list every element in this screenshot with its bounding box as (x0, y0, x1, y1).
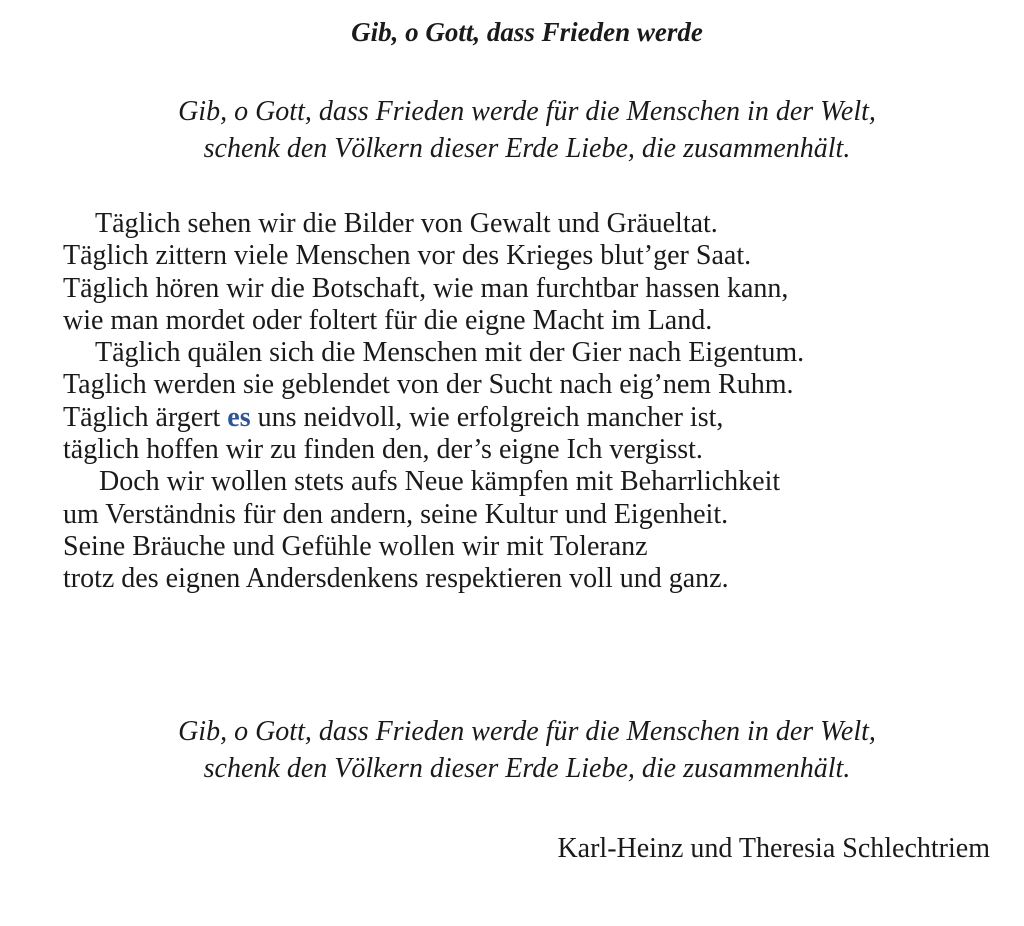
verse-line-11: Seine Bräuche und Gefühle wollen wir mit Toleranz (63, 530, 648, 562)
verse-line-8: täglich hoffen wir zu finden den, der’s eigne Ich vergisst. (63, 434, 703, 466)
verse-line-7-start: Täglich ärgert (63, 401, 228, 433)
author-signature: Karl-Heinz und Theresia Schlechtriem (557, 833, 990, 864)
verse-line-12: trotz des eignen Andersdenkens respektieren voll und ganz. (63, 563, 729, 595)
refrain-line-1: Gib, o Gott, dass Frieden werde für die Menschen in der Welt, (178, 96, 876, 127)
highlighted-word: es (227, 401, 251, 433)
verse-line-5: Täglich quälen sich die Menschen mit der Gier nach Eigentum. (95, 337, 805, 369)
refrain-bottom (0, 713, 1024, 787)
poem-title: Gib, o Gott, dass Frieden werde (351, 17, 703, 47)
verse-line-3: Täglich hören wir die Botschaft, wie man furchtbar hassen kann, (63, 272, 789, 304)
verse-line-6: Taglich werden sie geblendet von der Sucht nach eig’nem Ruhm. (63, 369, 794, 401)
refrain-line-1: Gib, o Gott, dass Frieden werde für die Menschen in der Welt, (178, 716, 876, 747)
verse-line-1: Täglich sehen wir die Bilder von Gewalt und Gräueltat. (95, 208, 718, 239)
refrain-top (0, 93, 1024, 167)
verse-line-10: um Verständnis für den andern, seine Kultur und Eigenheit. (63, 498, 729, 530)
refrain-line-2: schenk den Völkern dieser Erde Liebe, die zusammenhält. (203, 133, 851, 164)
verse-line-7 (63, 402, 804, 434)
refrain-line-2: schenk den Völkern dieser Erde Liebe, die zusammenhält. (203, 753, 851, 784)
verse-line-2: Täglich zittern viele Menschen vor des Krieges blut’ger Saat. (63, 240, 752, 272)
verse-block (63, 208, 804, 596)
verse-line-4: wie man mordet oder foltert für die eigne Macht im Land. (63, 304, 713, 336)
verse-line-9: Doch wir wollen stets aufs Neue kämpfen mit Beharrlichkeit (99, 466, 781, 498)
verse-line-7-end: uns neidvoll, wie erfolgreich mancher ist, (250, 401, 724, 433)
